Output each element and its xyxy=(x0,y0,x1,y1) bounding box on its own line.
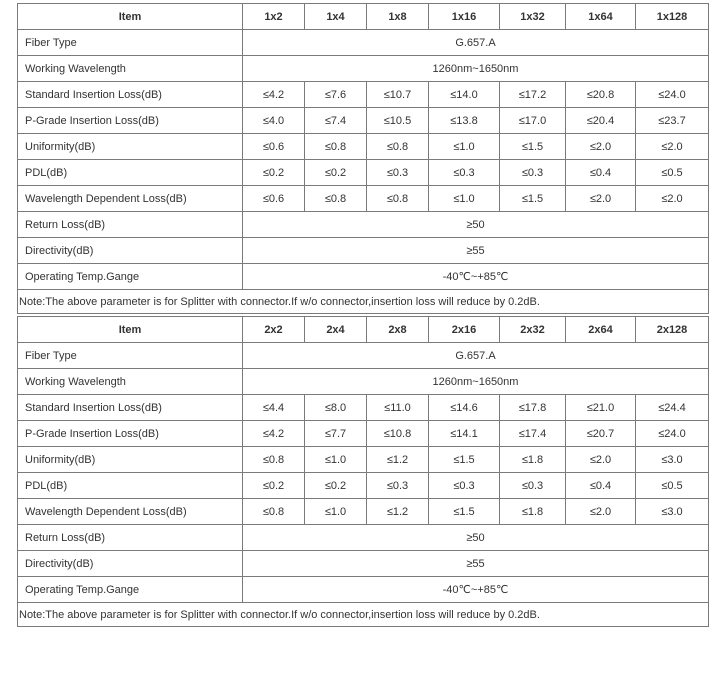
uniformity-row xyxy=(18,447,709,473)
spec-value: ≤2.0 xyxy=(636,134,709,160)
port-config-header: 1x4 xyxy=(305,4,367,30)
spec-value: ≤3.0 xyxy=(636,447,709,473)
port-config-header: 2x8 xyxy=(367,317,429,343)
spec-value: ≤10.8 xyxy=(367,421,429,447)
spec-value: ≤4.4 xyxy=(243,395,305,421)
spec-value: ≤0.3 xyxy=(367,160,429,186)
spec-value: G.657.A xyxy=(243,343,709,369)
spec-value: ≤7.7 xyxy=(305,421,367,447)
spec-value: ≤1.2 xyxy=(367,499,429,525)
spec-value: ≤20.4 xyxy=(566,108,636,134)
row-label: P-Grade Insertion Loss(dB) xyxy=(18,421,243,447)
port-config-header: 2x32 xyxy=(500,317,566,343)
spec-value: ≤1.0 xyxy=(429,186,500,212)
spec-value: ≤8.0 xyxy=(305,395,367,421)
spec-value: -40℃~+85℃ xyxy=(243,264,709,290)
row-label: Return Loss(dB) xyxy=(18,525,243,551)
spec-value: ≤13.8 xyxy=(429,108,500,134)
row-label: Wavelength Dependent Loss(dB) xyxy=(18,499,243,525)
row-label: Uniformity(dB) xyxy=(18,134,243,160)
splitter-1xn-spec-table xyxy=(17,3,709,314)
port-config-header: 2x2 xyxy=(243,317,305,343)
spec-value: ≤7.4 xyxy=(305,108,367,134)
port-config-header: 1x128 xyxy=(636,4,709,30)
spec-value: 1260nm~1650nm xyxy=(243,369,709,395)
working-wavelength-row xyxy=(18,56,709,82)
spec-value: ≤0.8 xyxy=(305,186,367,212)
spec-value: ≤4.2 xyxy=(243,82,305,108)
row-label: PDL(dB) xyxy=(18,160,243,186)
port-config-header: 2x16 xyxy=(429,317,500,343)
spec-value: ≤0.3 xyxy=(500,160,566,186)
spec-value: ≤1.0 xyxy=(305,447,367,473)
spec-value: ≤1.8 xyxy=(500,499,566,525)
spec-value: ≤1.5 xyxy=(429,447,500,473)
spec-value: ≤1.0 xyxy=(305,499,367,525)
item-header: Item xyxy=(18,4,243,30)
spec-value: ≤17.2 xyxy=(500,82,566,108)
splitter-2xn-spec-table xyxy=(17,316,709,627)
spec-value: ≤0.2 xyxy=(305,160,367,186)
spec-value: ≤0.2 xyxy=(243,160,305,186)
spec-value: ≤4.2 xyxy=(243,421,305,447)
return-loss-row xyxy=(18,212,709,238)
port-config-header: 2x4 xyxy=(305,317,367,343)
spec-value: ≤17.8 xyxy=(500,395,566,421)
spec-value: ≤0.8 xyxy=(243,447,305,473)
spec-value: ≤0.2 xyxy=(305,473,367,499)
spec-value: ≤0.3 xyxy=(367,473,429,499)
spec-value: ≤0.4 xyxy=(566,473,636,499)
directivity-row xyxy=(18,551,709,577)
note-text: Note:The above parameter is for Splitter with connector.If w/o connector,insertion loss will reduce by 0.2dB. xyxy=(18,290,709,314)
row-label: P-Grade Insertion Loss(dB) xyxy=(18,108,243,134)
spec-value: ≤0.6 xyxy=(243,186,305,212)
wdl-row xyxy=(18,186,709,212)
spec-value: ≤0.6 xyxy=(243,134,305,160)
spec-value: -40℃~+85℃ xyxy=(243,577,709,603)
port-config-header: 1x64 xyxy=(566,4,636,30)
return-loss-row xyxy=(18,525,709,551)
spec-value: ≤0.8 xyxy=(367,134,429,160)
working-wavelength-row xyxy=(18,369,709,395)
spec-value: ≤0.4 xyxy=(566,160,636,186)
operating-temp-row xyxy=(18,577,709,603)
row-label: Directivity(dB) xyxy=(18,551,243,577)
pdl-row xyxy=(18,160,709,186)
spec-value: ≤0.5 xyxy=(636,160,709,186)
port-config-header: 1x32 xyxy=(500,4,566,30)
row-label: Wavelength Dependent Loss(dB) xyxy=(18,186,243,212)
spec-value: ≤0.3 xyxy=(429,473,500,499)
spec-value: ≤14.0 xyxy=(429,82,500,108)
operating-temp-row xyxy=(18,264,709,290)
spec-value: ≤21.0 xyxy=(566,395,636,421)
spec-value: ≤14.6 xyxy=(429,395,500,421)
spec-value: ≤17.0 xyxy=(500,108,566,134)
header-row xyxy=(18,4,709,30)
note-row xyxy=(18,290,709,314)
directivity-row xyxy=(18,238,709,264)
spec-value: ≥55 xyxy=(243,238,709,264)
port-config-header: 2x128 xyxy=(636,317,709,343)
spec-value: 1260nm~1650nm xyxy=(243,56,709,82)
spec-value: ≤23.7 xyxy=(636,108,709,134)
spec-value: ≤1.5 xyxy=(429,499,500,525)
spec-value: ≤1.0 xyxy=(429,134,500,160)
p-grade-il-row xyxy=(18,421,709,447)
spec-value: ≤0.2 xyxy=(243,473,305,499)
row-label: Working Wavelength xyxy=(18,369,243,395)
spec-value: ≤2.0 xyxy=(566,134,636,160)
row-label: Working Wavelength xyxy=(18,56,243,82)
spec-value: ≤24.4 xyxy=(636,395,709,421)
row-label: Operating Temp.Gange xyxy=(18,577,243,603)
spec-value: ≤1.5 xyxy=(500,134,566,160)
spec-value: ≤1.8 xyxy=(500,447,566,473)
row-label: Fiber Type xyxy=(18,343,243,369)
spec-value: ≤1.5 xyxy=(500,186,566,212)
spec-value: ≤0.3 xyxy=(500,473,566,499)
row-label: Fiber Type xyxy=(18,30,243,56)
spec-value: ≥50 xyxy=(243,212,709,238)
spec-value: ≥50 xyxy=(243,525,709,551)
spec-value: ≥55 xyxy=(243,551,709,577)
spec-value: ≤10.7 xyxy=(367,82,429,108)
port-config-header: 1x2 xyxy=(243,4,305,30)
spec-value: ≤1.2 xyxy=(367,447,429,473)
row-label: Operating Temp.Gange xyxy=(18,264,243,290)
port-config-header: 1x16 xyxy=(429,4,500,30)
spec-value: ≤2.0 xyxy=(566,447,636,473)
spec-value: ≤0.8 xyxy=(305,134,367,160)
spec-value: ≤3.0 xyxy=(636,499,709,525)
spec-value: ≤20.8 xyxy=(566,82,636,108)
note-text: Note:The above parameter is for Splitter with connector.If w/o connector,insertion loss will reduce by 0.2dB. xyxy=(18,603,709,627)
spec-value: ≤11.0 xyxy=(367,395,429,421)
spec-value: ≤14.1 xyxy=(429,421,500,447)
row-label: Standard Insertion Loss(dB) xyxy=(18,395,243,421)
spec-value: ≤4.0 xyxy=(243,108,305,134)
spec-value: ≤17.4 xyxy=(500,421,566,447)
row-label: Return Loss(dB) xyxy=(18,212,243,238)
port-config-header: 2x64 xyxy=(566,317,636,343)
spec-value: ≤2.0 xyxy=(566,499,636,525)
fiber-type-row xyxy=(18,343,709,369)
spec-value: ≤24.0 xyxy=(636,421,709,447)
spec-value: ≤20.7 xyxy=(566,421,636,447)
row-label: PDL(dB) xyxy=(18,473,243,499)
spec-value: ≤0.8 xyxy=(243,499,305,525)
spec-value: ≤2.0 xyxy=(566,186,636,212)
wdl-row xyxy=(18,499,709,525)
spec-value: ≤7.6 xyxy=(305,82,367,108)
p-grade-il-row xyxy=(18,108,709,134)
fiber-type-row xyxy=(18,30,709,56)
row-label: Directivity(dB) xyxy=(18,238,243,264)
standard-il-row xyxy=(18,395,709,421)
spec-value: G.657.A xyxy=(243,30,709,56)
spec-value: ≤0.3 xyxy=(429,160,500,186)
pdl-row xyxy=(18,473,709,499)
spec-value: ≤10.5 xyxy=(367,108,429,134)
port-config-header: 1x8 xyxy=(367,4,429,30)
row-label: Standard Insertion Loss(dB) xyxy=(18,82,243,108)
header-row xyxy=(18,317,709,343)
spec-value: ≤24.0 xyxy=(636,82,709,108)
uniformity-row xyxy=(18,134,709,160)
spec-value: ≤2.0 xyxy=(636,186,709,212)
note-row xyxy=(18,603,709,627)
spec-value: ≤0.5 xyxy=(636,473,709,499)
standard-il-row xyxy=(18,82,709,108)
item-header: Item xyxy=(18,317,243,343)
row-label: Uniformity(dB) xyxy=(18,447,243,473)
spec-value: ≤0.8 xyxy=(367,186,429,212)
